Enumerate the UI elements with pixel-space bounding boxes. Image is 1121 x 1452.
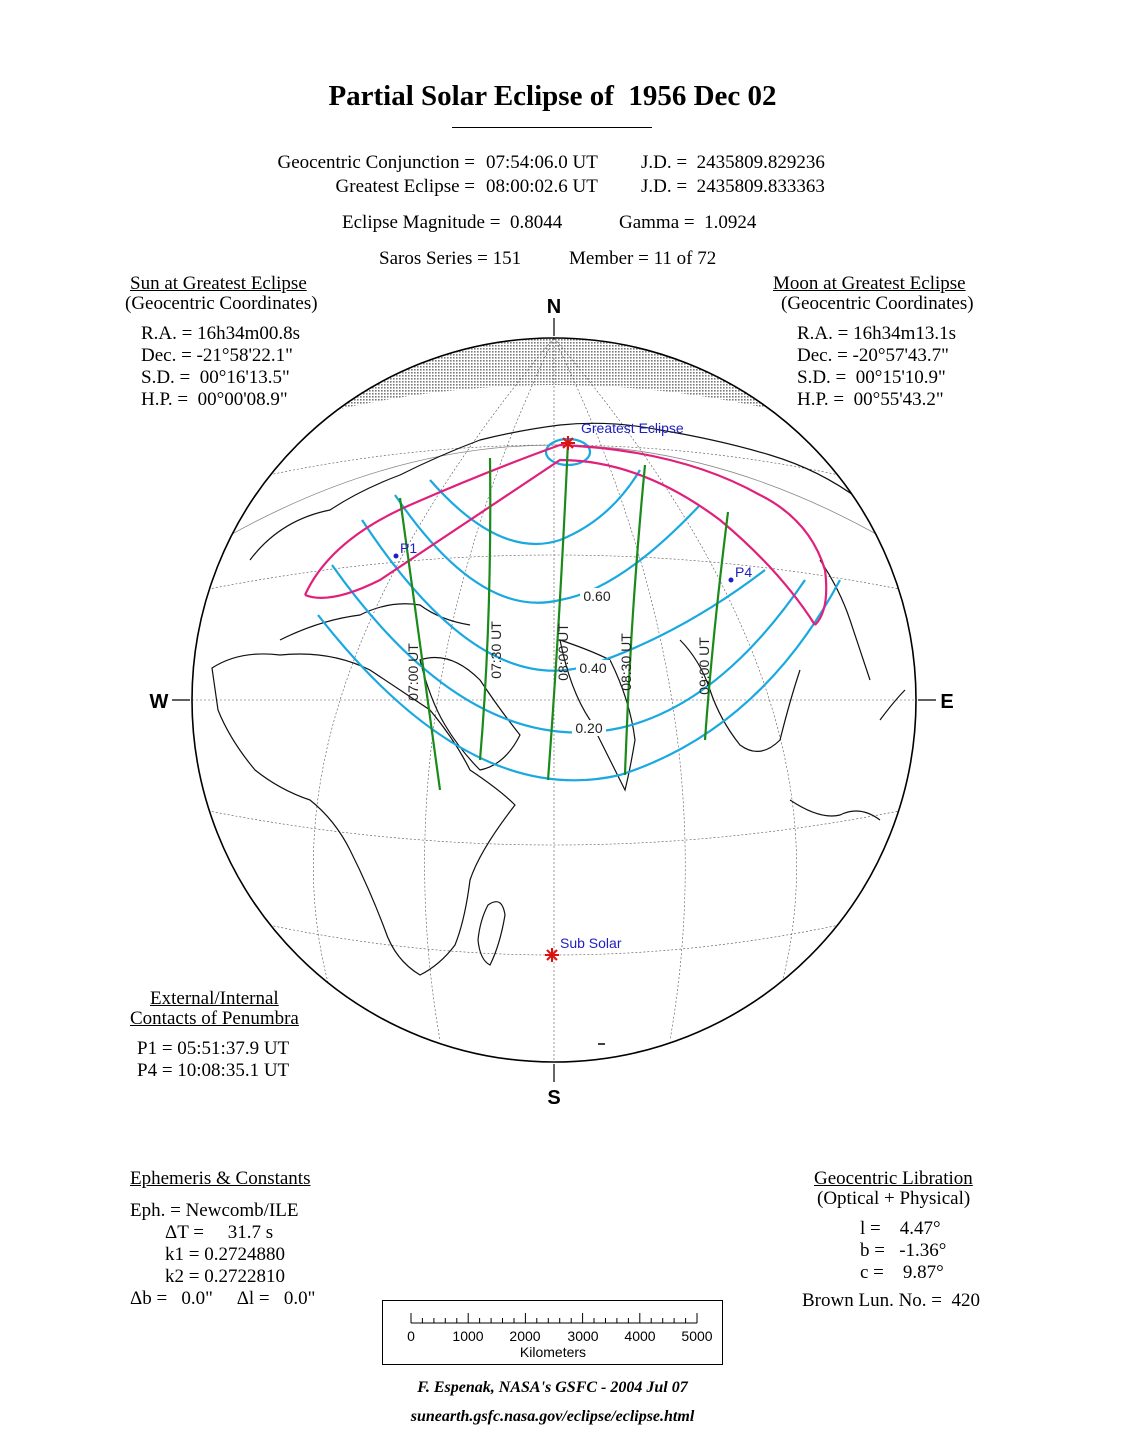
conjunction-jd: J.D. = 2435809.829236 [641,152,825,173]
contacts-heading-2: Contacts of Penumbra [130,1008,299,1029]
conjunction-time: 07:54:06.0 UT [486,152,598,173]
page-title: Partial Solar Eclipse of 1956 Dec 02 [328,80,777,112]
libration-subheading: (Optical + Physical) [817,1188,971,1209]
moon-hp: H.P. = 00°55'43.2" [797,389,944,410]
eclipse-magnitude: Eclipse Magnitude = 0.8044 [342,212,563,233]
moon-sd: S.D. = 00°15'10.9" [797,367,946,388]
ephemeris-delta-t: ΔT = 31.7 s [165,1222,274,1243]
sun-subheading: (Geocentric Coordinates) [125,293,318,314]
magnitude-label-040: 0.40 [579,660,607,676]
sub-solar-label: Sub Solar [560,935,622,951]
ephemeris-eph: Eph. = Newcomb/ILE [130,1200,299,1221]
brown-lunation: Brown Lun. No. = 420 [802,1290,981,1311]
p1-label: P1 [400,540,418,556]
sun-sd: S.D. = 00°16'13.5" [141,367,290,388]
contact-p4: P4 = 10:08:35.1 UT [137,1060,290,1081]
time-label-0830: 08:30 UT [618,633,634,691]
ephemeris-k2: k2 = 0.2722810 [165,1266,285,1287]
time-label-0700: 07:00 UT [405,643,421,701]
compass-north: N [546,296,562,318]
contacts-heading-1: External/Internal [150,988,279,1009]
time-label-0800: 08:00 UT [555,623,571,681]
libration-l: l = 4.47° [860,1218,941,1239]
time-label-0900: 09:00 UT [696,637,712,695]
magnitude-label-060: 0.60 [583,588,611,604]
conjunction-label: Geocentric Conjunction = [277,152,475,173]
greatest-eclipse-marker [561,436,575,450]
scale-tick-2000: 2000 [509,1328,541,1344]
greatest-eclipse-jd: J.D. = 2435809.833363 [641,176,825,197]
magnitude-label-020: 0.20 [575,720,603,736]
libration-b: b = -1.36° [860,1240,947,1261]
scale-bar-box [382,1300,723,1365]
greatest-eclipse-label: Greatest Eclipse = [335,176,475,197]
scale-tick-3000: 3000 [567,1328,599,1344]
contact-p1: P1 = 05:51:37.9 UT [137,1038,290,1059]
credit-url[interactable]: sunearth.gsfc.nasa.gov/eclipse/eclipse.html [410,1408,695,1425]
sun-ra: R.A. = 16h34m00.8s [141,323,301,344]
p1-marker [394,554,399,559]
scale-bar [383,1301,721,1363]
sun-hp: H.P. = 00°00'08.9" [141,389,288,410]
saros-series: Saros Series = 151 [379,248,522,269]
compass-east: E [940,691,954,713]
scale-tick-0: 0 [407,1328,415,1344]
scale-tick-labels [407,1328,713,1344]
scale-unit: Kilometers [519,1344,587,1360]
greatest-eclipse-time: 08:00:02.6 UT [486,176,598,197]
moon-ra: R.A. = 16h34m13.1s [797,323,957,344]
scale-tick-4000: 4000 [624,1328,656,1344]
ephemeris-k1: k1 = 0.2724880 [165,1244,285,1265]
saros-member: Member = 11 of 72 [569,248,717,269]
ephemeris-delta-b-l: Δb = 0.0" Δl = 0.0" [130,1288,316,1309]
greatest-eclipse-label: Greatest Eclipse [581,420,684,436]
moon-dec: Dec. = -20°57'43.7" [797,345,949,366]
p4-marker [729,578,734,583]
sub-solar-marker [545,948,559,962]
p4-label: P4 [735,564,753,580]
moon-subheading: (Geocentric Coordinates) [781,293,974,314]
moon-heading: Moon at Greatest Eclipse [773,273,966,294]
time-label-0730: 07:30 UT [488,621,504,679]
sun-dec: Dec. = -21°58'22.1" [141,345,293,366]
scale-tick-5000: 5000 [681,1328,713,1344]
ephemeris-heading: Ephemeris & Constants [130,1168,311,1189]
libration-c: c = 9.87° [860,1262,944,1283]
credit-author: F. Espenak, NASA's GSFC - 2004 Jul 07 [417,1379,688,1396]
sun-heading: Sun at Greatest Eclipse [130,273,307,294]
libration-heading: Geocentric Libration [814,1168,973,1189]
compass-west: W [149,691,169,713]
gamma: Gamma = 1.0924 [619,212,757,233]
scale-minor-ticks [411,1313,697,1323]
scale-tick-1000: 1000 [452,1328,484,1344]
compass-south: S [547,1087,561,1109]
